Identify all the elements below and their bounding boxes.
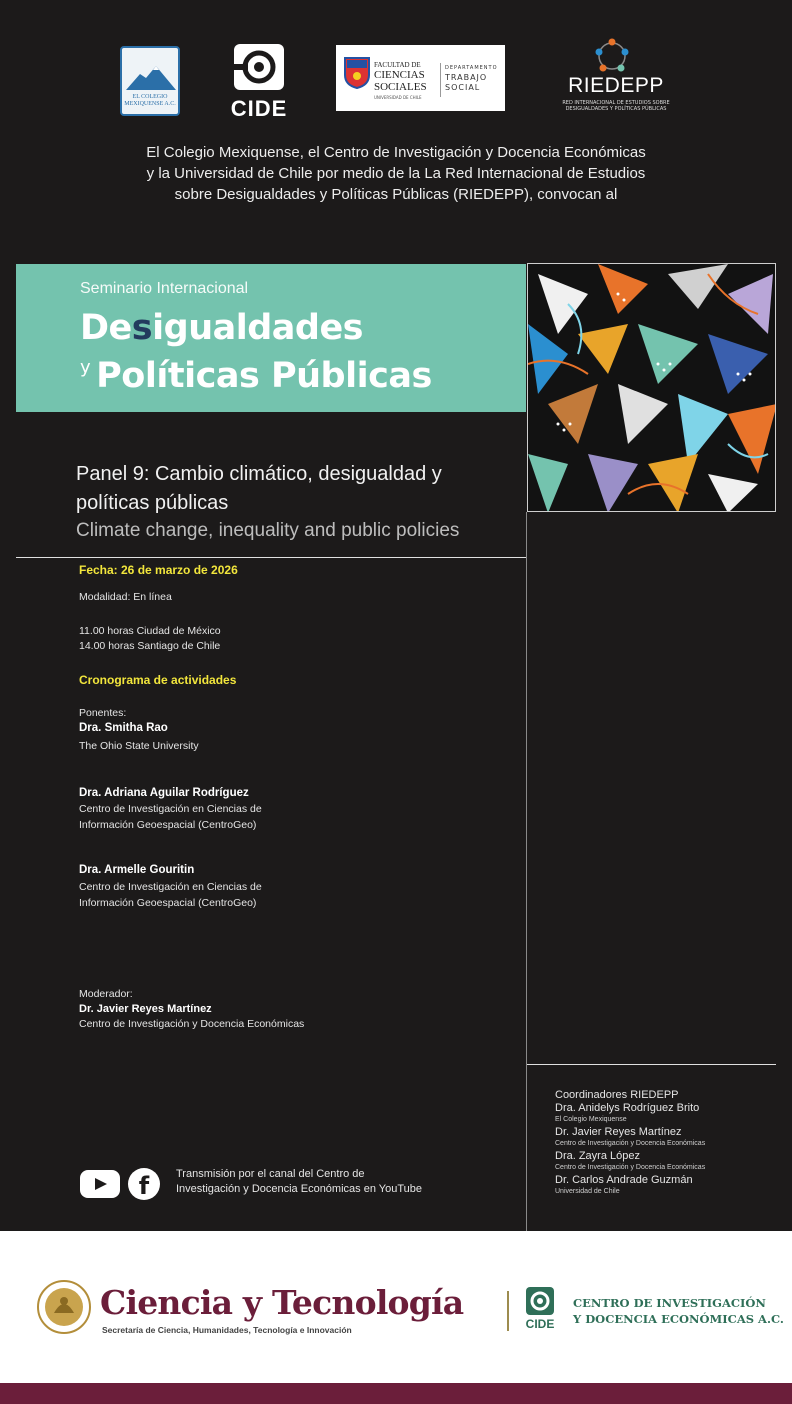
coordinator-1-affiliation: El Colegio Mexiquense [555, 1116, 627, 1123]
play-icon [95, 1178, 107, 1190]
facebook-icon[interactable]: f [128, 1168, 160, 1200]
mexico-seal-icon [36, 1279, 92, 1335]
coordinators-heading: Coordinadores RIEDEPP [555, 1089, 679, 1101]
stream-note [176, 1167, 456, 1197]
panel-subtitle: Climate change, inequality and public policies [76, 520, 460, 541]
uchile-shield-icon [344, 57, 370, 89]
youtube-icon[interactable] [80, 1170, 120, 1198]
fcs-small-text: FACULTAD DE [374, 61, 421, 69]
schedule-heading: Cronograma de actividades [79, 673, 237, 687]
event-date: Fecha: 26 de marzo de 2026 [79, 563, 238, 577]
logo-row [0, 38, 792, 128]
event-modality: Modalidad: En línea [79, 591, 172, 603]
fcs-main-line-2: SOCIALES [374, 81, 427, 93]
footer-cide-text: CIDE [525, 1317, 555, 1331]
cide-logo [228, 42, 290, 122]
intro-text [100, 142, 692, 205]
fcs-dept-text [445, 63, 498, 93]
riedepp-logo [554, 38, 678, 118]
fcs-univ-text: UNIVERSIDAD DE CHILE [374, 95, 422, 100]
riedepp-logo-subtext [554, 100, 678, 112]
title-part-s: s [131, 308, 153, 348]
coordinators-block [555, 1088, 775, 1198]
intro-line-1: El Colegio Mexiquense, el Centro de Investigación y Docencia Económicas [146, 144, 646, 161]
footer [0, 1231, 792, 1383]
speaker-3-name: Dra. Armelle Gouritin [79, 864, 195, 876]
fcs-uchile-logo [336, 45, 505, 111]
speakers-label: Ponentes: [79, 707, 127, 719]
coordinator-2-affiliation: Centro de Investigación y Docencia Económicas [555, 1140, 706, 1147]
cide-mark-icon [234, 44, 284, 90]
panel-divider [16, 557, 526, 558]
fcs-dept-line-3: SOCIAL [445, 83, 481, 92]
panel-title-line-2: políticas públicas [76, 492, 229, 514]
speaker-1-affiliation: The Ohio State University [79, 740, 199, 752]
seminar-kicker: Seminario Internacional [80, 280, 249, 297]
footer-cide-logo [520, 1287, 560, 1335]
coordinator-2-name: Dr. Javier Reyes Martínez [555, 1126, 682, 1138]
speaker-3-affiliation-line-1: Centro de Investigación en Ciencias de [79, 881, 262, 893]
coordinator-1-name: Dra. Anidelys Rodríguez Brito [555, 1102, 700, 1114]
fcs-main-line-1: CIENCIAS [374, 69, 425, 81]
coordinator-3-name: Dra. Zayra López [555, 1150, 640, 1162]
colmex-logo [120, 46, 180, 116]
speaker-2-name: Dra. Adriana Aguilar Rodríguez [79, 787, 249, 799]
social-links [80, 1166, 460, 1202]
riedepp-logo-text: RIEDEPP [568, 74, 664, 97]
seminar-title-line-1 [80, 308, 363, 348]
seminar-title-band [16, 264, 526, 412]
footer-subtitle: Secretaría de Ciencia, Humanidades, Tecnología e Innovación [102, 1325, 352, 1335]
title-part-y: y [80, 357, 91, 378]
coordinator-3-affiliation: Centro de Investigación y Docencia Económicas [555, 1164, 706, 1171]
title-part-politicas: Políticas Públicas [96, 356, 432, 396]
speaker-2-affiliation-line-2: Información Geoespacial (CentroGeo) [79, 819, 257, 831]
riedepp-sub-line-2: DESIGUALDADES Y POLÍTICAS PÚBLICAS [565, 106, 667, 112]
seminar-title-line-2 [80, 356, 432, 396]
riedepp-ring-icon [594, 38, 630, 74]
cide-logo-text: CIDE [230, 96, 288, 121]
moderator-affiliation: Centro de Investigación y Docencia Económicas [79, 1018, 305, 1030]
stream-note-line-1: Transmisión por el canal del Centro de [176, 1168, 365, 1180]
event-time-chile: 14.00 horas Santiago de Chile [79, 640, 221, 652]
coordinator-4-affiliation: Universidad de Chile [555, 1188, 620, 1195]
footer-title: Ciencia y Tecnología [100, 1283, 464, 1322]
speaker-1-name: Dra. Smitha Rao [79, 722, 168, 734]
riedepp-sub-line-1: RED INTERNACIONAL DE ESTUDIOS SOBRE [562, 100, 670, 106]
stream-note-line-2: Investigación y Docencia Económicas en YouTube [176, 1183, 423, 1195]
speaker-2-affiliation-line-1: Centro de Investigación en Ciencias de [79, 803, 262, 815]
mountain-icon [126, 62, 176, 92]
fcs-divider [440, 63, 441, 97]
coordinator-4-name: Dr. Carlos Andrade Guzmán [555, 1174, 693, 1186]
vertical-divider [526, 512, 527, 1231]
title-part-de: De [80, 308, 132, 348]
artwork-graphic [528, 264, 776, 512]
panel-title [76, 460, 516, 518]
fcs-main-text [374, 69, 427, 93]
title-part-igualdades: igualdades [152, 308, 364, 348]
fcs-dept-line-2: TRABAJO [445, 73, 488, 82]
footer-divider [507, 1291, 509, 1331]
footer-cide-name-line-2: Y DOCENCIA ECONÓMICAS A.C. [573, 1312, 784, 1326]
bottom-bar [0, 1383, 792, 1404]
intro-line-2: y la Universidad de Chile por medio de la La Red Internacional de Estudios [146, 165, 646, 182]
fcs-dept-line-1: DEPARTAMENTO [445, 65, 498, 71]
intro-line-3: sobre Desigualdades y Políticas Públicas (RIEDEPP), convocan al [174, 186, 618, 203]
panel-title-line-1: Panel 9: Cambio climático, desigualdad y [76, 463, 442, 485]
moderator-name: Dr. Javier Reyes Martínez [79, 1003, 212, 1015]
event-time-mexico: 11.00 horas Ciudad de México [79, 625, 221, 637]
footer-cide-name [573, 1295, 784, 1327]
footer-cide-name-line-1: CENTRO DE INVESTIGACIÓN [573, 1296, 766, 1310]
cide-mark-icon [526, 1287, 554, 1315]
abstract-artwork [527, 263, 776, 512]
coordinators-divider [527, 1064, 776, 1065]
moderator-label: Moderador: [79, 988, 133, 1000]
colmex-logo-text: EL COLEGIO MEXIQUENSE A.C. [124, 94, 176, 107]
speaker-3-affiliation-line-2: Información Geoespacial (CentroGeo) [79, 897, 257, 909]
